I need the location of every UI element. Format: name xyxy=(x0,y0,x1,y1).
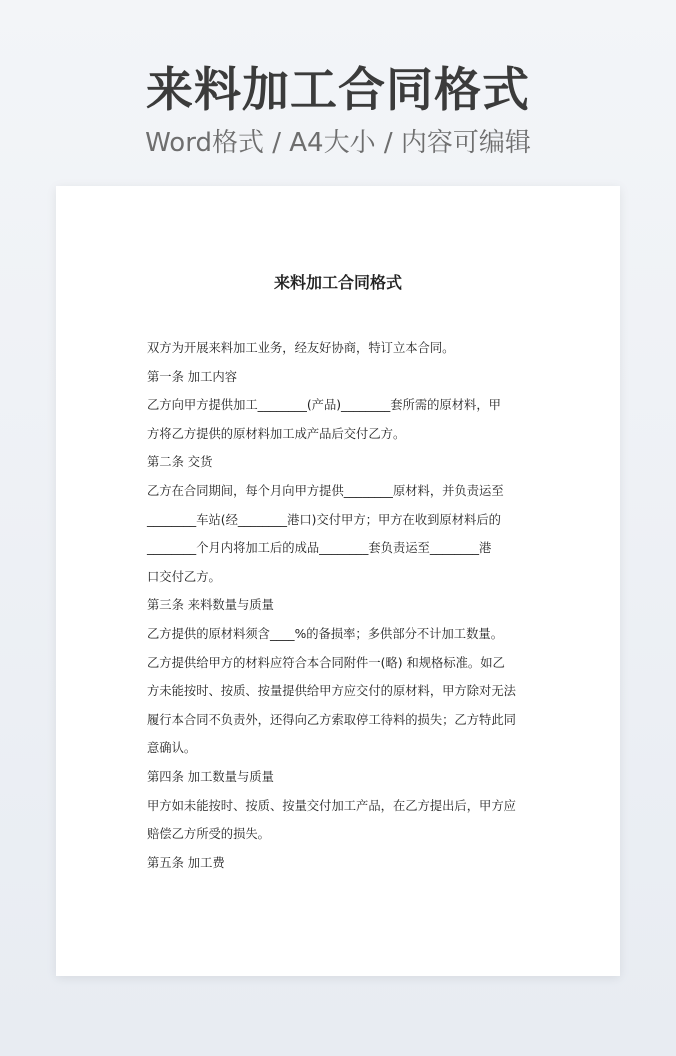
document-line: ________个月内将加工后的成品________套负责运至________港 xyxy=(147,541,492,556)
document-line: 甲方如未能按时、按质、按量交付加工产品，在乙方提出后，甲方应 xyxy=(147,798,516,813)
document-page xyxy=(56,186,620,976)
header xyxy=(0,62,676,160)
page-title: 来料加工合同格式 xyxy=(146,63,530,118)
document-body xyxy=(147,334,529,877)
document-line: 乙方在合同期间，每个月向甲方提供________原材料，并负责运至 xyxy=(147,483,504,498)
section-heading: 第三条 来料数量与质量 xyxy=(147,598,274,613)
section-heading: 第五条 加工费 xyxy=(147,855,225,870)
document-line: 赔偿乙方所受的损失。 xyxy=(147,827,270,842)
section-heading: 第四条 加工数量与质量 xyxy=(147,769,274,784)
document-line: 乙方向甲方提供加工________(产品)________套所需的原材料，甲 xyxy=(147,398,501,413)
document-line: 乙方提供给甲方的材料应符合本合同附件一(略) 和规格标准。如乙 xyxy=(147,655,505,670)
section-heading: 第一条 加工内容 xyxy=(147,369,237,384)
document-line: 口交付乙方。 xyxy=(147,569,221,584)
document-line: 履行本合同不负责外，还得向乙方索取停工待料的损失；乙方特此同 xyxy=(147,712,516,727)
document-line: 乙方提供的原材料须含____%的备损率；多供部分不计加工数量。 xyxy=(147,626,503,641)
document-line: ________车站(经________港口)交付甲方；甲方在收到原材料后的 xyxy=(147,512,501,527)
document-line: 意确认。 xyxy=(147,741,197,756)
document-title: 来料加工合同格式 xyxy=(273,273,402,292)
document-line: 双方为开展来料加工业务，经友好协商，特订立本合同。 xyxy=(147,341,455,355)
page-subtitle: Word格式 / A4大小 / 内容可编辑 xyxy=(145,128,531,158)
document-line: 方未能按时、按质、按量提供给甲方应交付的原材料，甲方除对无法 xyxy=(147,684,516,699)
document-line: 方将乙方提供的原材料加工成产品后交付乙方。 xyxy=(147,426,406,441)
section-heading: 第二条 交货 xyxy=(147,455,213,470)
